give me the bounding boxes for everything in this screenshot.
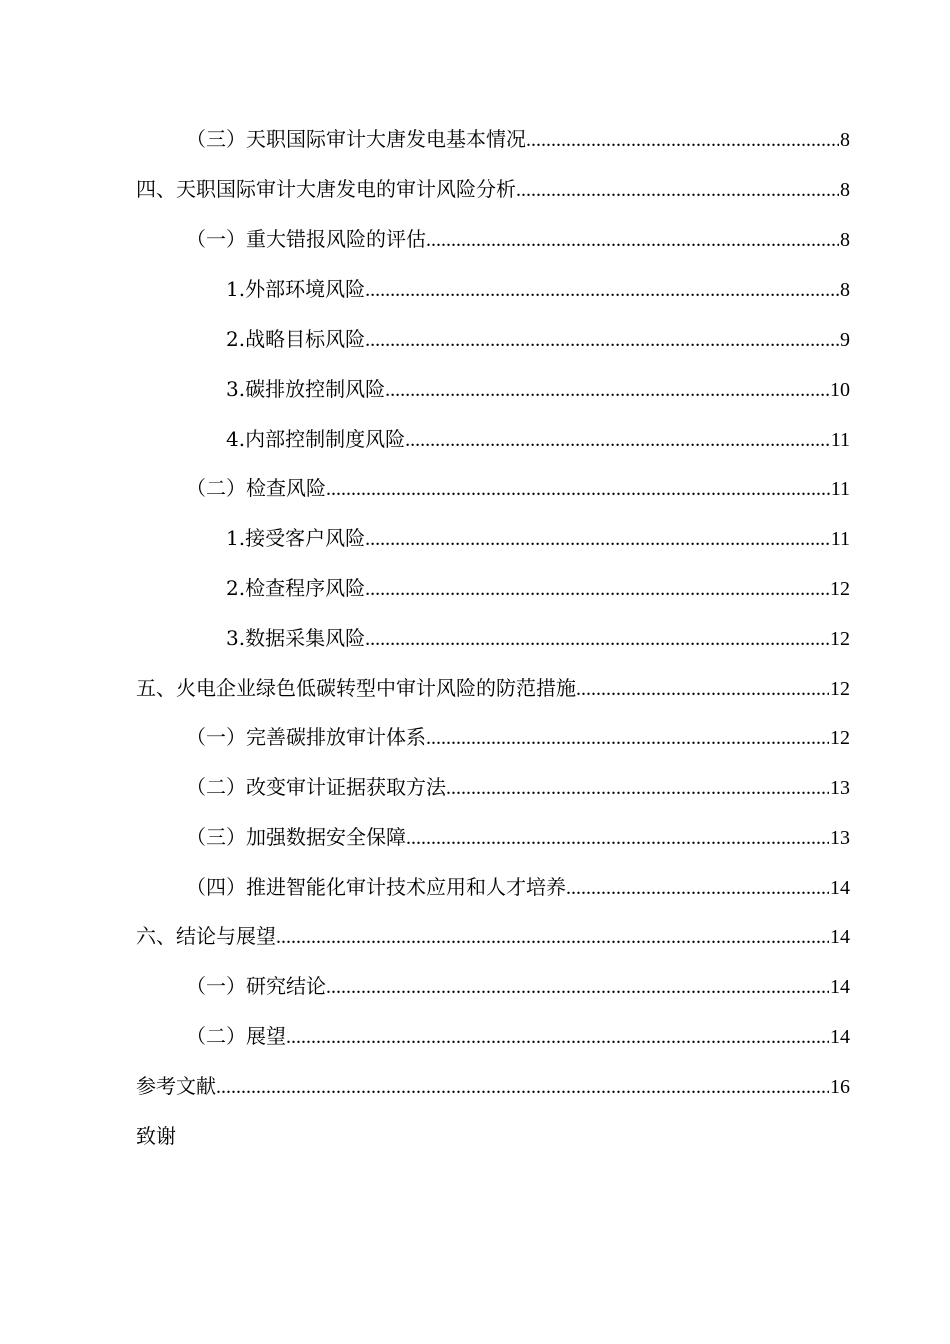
toc-page-number: 16 — [830, 1076, 850, 1098]
toc-page-number: 9 — [840, 329, 850, 351]
toc-dot-leader — [365, 525, 830, 553]
toc-page-number: 8 — [840, 279, 850, 301]
toc-entry-title: （四）推进智能化审计技术应用和人才培养 — [186, 875, 566, 899]
toc-entry-acknowledgements[interactable] — [136, 1122, 850, 1150]
toc-entry[interactable] — [186, 823, 850, 852]
toc-dot-leader — [385, 376, 829, 404]
toc-page-number: 12 — [830, 678, 850, 700]
toc-dot-leader — [406, 824, 829, 852]
toc-dot-leader — [405, 426, 830, 454]
toc-entry[interactable] — [186, 773, 850, 802]
toc-page-number: 12 — [830, 578, 850, 600]
toc-entry-title: 2.检查程序风险 — [226, 576, 366, 600]
toc-entry-title: （一）重大错报风险的评估 — [186, 227, 426, 251]
toc-entry[interactable] — [186, 723, 850, 752]
toc-entry[interactable] — [186, 1022, 850, 1051]
toc-dot-leader — [286, 1023, 829, 1051]
toc-entry[interactable] — [226, 624, 850, 653]
toc-dot-leader — [365, 276, 839, 304]
toc-entry-title: （三）天职国际审计大唐发电基本情况 — [186, 127, 526, 151]
toc-entry[interactable] — [136, 175, 850, 204]
toc-entry-title: （二）改变审计证据获取方法 — [186, 775, 446, 799]
toc-page-number: 14 — [830, 976, 850, 998]
toc-entry-title: （一）研究结论 — [186, 974, 326, 998]
toc-entry-title: 致谢 — [136, 1124, 176, 1148]
toc-dot-leader — [566, 874, 829, 902]
toc-page-number: 8 — [840, 229, 850, 251]
toc-entry-title: 五、火电企业绿色低碳转型中审计风险的防范措施 — [136, 676, 576, 700]
toc-dot-leader — [365, 625, 829, 653]
toc-entry[interactable] — [136, 1072, 850, 1101]
toc-entry[interactable] — [226, 425, 850, 454]
toc-entry-title: 四、天职国际审计大唐发电的审计风险分析 — [136, 177, 516, 201]
toc-dot-leader — [365, 326, 839, 354]
toc-entry[interactable] — [186, 972, 850, 1001]
toc-entry-title: 4.内部控制制度风险 — [226, 427, 406, 451]
toc-dot-leader — [576, 675, 829, 703]
toc-dot-leader — [216, 1073, 829, 1101]
toc-dot-leader — [516, 176, 839, 204]
toc-entry[interactable] — [136, 922, 850, 951]
toc-dot-leader — [426, 226, 839, 254]
toc-page-number: 8 — [840, 179, 850, 201]
toc-page-number: 14 — [830, 877, 850, 899]
toc-entry[interactable] — [226, 524, 850, 553]
toc-entry-title: 1.接受客户风险 — [226, 526, 366, 550]
toc-entry-title: （二）展望 — [186, 1024, 286, 1048]
toc-entry-title: 参考文献 — [136, 1074, 216, 1098]
toc-page-number: 13 — [830, 827, 850, 849]
toc-entry[interactable] — [186, 125, 850, 154]
toc-page-number: 10 — [830, 379, 850, 401]
toc-page-number: 14 — [830, 1026, 850, 1048]
toc-entry[interactable] — [186, 225, 850, 254]
toc-entry[interactable] — [226, 574, 850, 603]
toc-dot-leader — [526, 126, 839, 154]
toc-entry[interactable] — [186, 474, 850, 503]
toc-entry-title: 2.战略目标风险 — [226, 327, 366, 351]
toc-entry-title: （二）检查风险 — [186, 476, 326, 500]
toc-page-number: 14 — [830, 926, 850, 948]
toc-dot-leader — [426, 724, 829, 752]
toc-page-number: 8 — [840, 129, 850, 151]
toc-entry-title: 六、结论与展望 — [136, 924, 276, 948]
toc-entry[interactable] — [226, 375, 850, 404]
toc-dot-leader — [446, 774, 829, 802]
toc-dot-leader — [365, 575, 829, 603]
toc-dot-leader — [276, 923, 829, 951]
toc-entry-title: 1.外部环境风险 — [226, 277, 366, 301]
toc-page-number: 12 — [830, 727, 850, 749]
toc-entry[interactable] — [186, 873, 850, 902]
toc-entry[interactable] — [226, 275, 850, 304]
toc-entry-title: 3.数据采集风险 — [226, 626, 366, 650]
toc-entry[interactable] — [136, 674, 850, 703]
toc-page-number: 12 — [830, 628, 850, 650]
toc-page-number: 11 — [830, 478, 850, 500]
toc-entry-title: 3.碳排放控制风险 — [226, 377, 386, 401]
toc-entry-title: （三）加强数据安全保障 — [186, 825, 406, 849]
toc-dot-leader — [326, 973, 829, 1001]
toc-page-number: 13 — [830, 777, 850, 799]
toc-page-number: 11 — [830, 528, 850, 550]
toc-entry[interactable] — [226, 325, 850, 354]
toc-entry-title: （一）完善碳排放审计体系 — [186, 725, 426, 749]
toc-page-number: 11 — [830, 429, 850, 451]
toc-dot-leader — [326, 475, 830, 503]
